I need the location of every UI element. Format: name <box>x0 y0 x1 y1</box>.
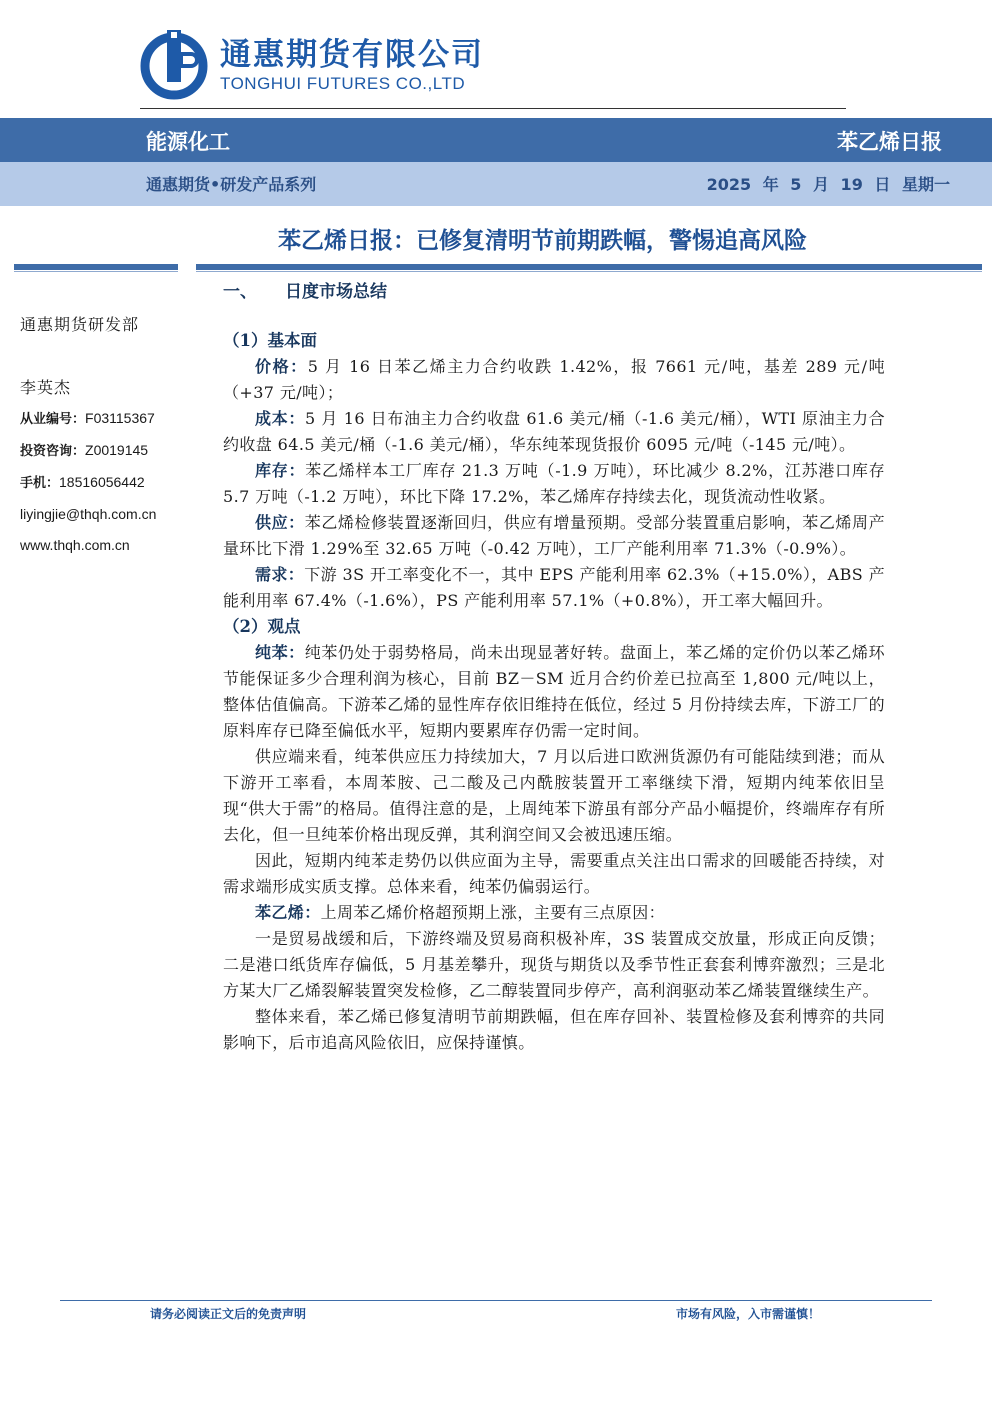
author-name: 李英杰 <box>20 378 72 397</box>
section-title: 日度市场总结 <box>285 282 387 302</box>
paragraph-styrene-conclusion: 整体来看，苯乙烯已修复清明节前期跌幅，但在库存回补、装置检修及套利博弈的共同影响下，后市追高风险依旧，应保持谨慎。 <box>223 1007 885 1052</box>
title-divider-left-thin <box>14 271 178 272</box>
license-label: 从业编号： <box>20 412 86 427</box>
series-label: 通惠期货•研发产品系列 <box>146 175 317 194</box>
paragraph-price <box>223 354 885 406</box>
email-link[interactable]: liyingjie@thqh.com.cn <box>20 506 157 522</box>
paragraph-supply <box>223 510 885 562</box>
author-sidebar <box>20 312 190 556</box>
date-text: 2025 年 5 月 19 日 <box>706 175 891 194</box>
text-styrene: 上周苯乙烯价格超预期上涨，主要有三点原因： <box>320 903 666 922</box>
keyword-price: 价格： <box>255 357 308 376</box>
department-name: 通惠期货研发部 <box>20 315 140 334</box>
paragraph-benzene-supply: 供应端来看，纯苯供应压力持续加大，7 月以后进口欧洲货源仍有可能陆续到港；而从下游开工率看，本周苯胺、己二酸及己内酰胺装置开工率继续下滑，短期内纯苯依旧呈现“供大于需”的格局。值得注意的是，上周纯苯下游虽有部分产品小幅提价，终端库存有所去化，但一旦纯苯价格出现反弹，其利润空间又会被迅速压缩。 <box>223 747 885 844</box>
keyword-supply: 供应： <box>255 513 305 532</box>
text-price: 5 月 16 日苯乙烯主力合约收跌 1.42%，报 7661 元/吨，基差 289 元/吨（+37 元/吨）； <box>223 357 885 402</box>
main-content <box>223 282 885 1056</box>
header-divider <box>140 108 846 109</box>
subsection-fundamentals: （1）基本面 <box>223 331 317 350</box>
phone-label: 手机： <box>20 476 60 491</box>
keyword-benzene: 纯苯： <box>255 643 305 662</box>
paragraph-benzene-conclusion: 因此，短期内纯苯走势仍以供应面为主导，需要重点关注出口需求的回暖能否持续，对需求端形成实质支撑。总体来看，纯苯仍偏弱运行。 <box>223 851 885 896</box>
sector-label: 能源化工 <box>146 130 230 154</box>
consult-label: 投资咨询： <box>20 444 86 459</box>
report-date <box>707 172 950 195</box>
keyword-cost: 成本： <box>255 409 305 428</box>
text-benzene: 纯苯仍处于弱势格局，尚未出现显著好转。盘面上，苯乙烯的定价仍以苯乙烯环节能保证多少合理利润为核心，目前 BZ－SM 近月合约价差已拉高至 1,800 元/吨以上，整体估值偏高。下游苯乙烯的显性库存依旧维持在低位，经过 5 月份持续去库，下游工厂的原料库存已降至偏低水平，短期内要累库存仍需一定时间。 <box>223 643 885 740</box>
paragraph-demand <box>223 562 885 614</box>
consult-value: Z0019145 <box>85 442 149 458</box>
title-divider-right <box>196 264 982 270</box>
keyword-inventory: 库存： <box>255 461 306 480</box>
phone-value: 18516056442 <box>59 474 145 490</box>
section-number: 一、 <box>223 282 257 302</box>
phone-number <box>20 472 190 494</box>
license-number <box>20 408 190 430</box>
paragraph-benzene <box>223 640 885 744</box>
paragraph-inventory <box>223 458 885 510</box>
text-inventory: 苯乙烯样本工厂库存 21.3 万吨（-1.9 万吨），环比减少 8.2%，江苏港口库存 5.7 万吨（-1.2 万吨），环比下降 17.2%，苯乙烯库存持续去化，现货流动性收紧。 <box>223 461 886 506</box>
section-heading <box>223 282 885 328</box>
text-cost: 5 月 16 日布油主力合约收盘 61.6 美元/桶（-1.6 美元/桶），WTI 原油主力合约收盘 64.5 美元/桶（-1.6 美元/桶），华东纯苯现货报价 6095 元/吨（-145 元/吨）。 <box>223 409 886 454</box>
logo-text <box>220 37 484 95</box>
license-value: F03115367 <box>85 410 155 426</box>
company-logo-icon <box>138 30 210 102</box>
text-supply: 苯乙烯检修装置逐渐回归，供应有增量预期。受部分装置重启影响，苯乙烯周产量环比下滑 1.29%至 32.65 万吨（-0.42 万吨），工厂产能利用率 71.3%（-0.9%）。 <box>223 513 885 558</box>
footer-risk-warning: 市场有风险，入市需谨慎！ <box>675 1307 820 1321</box>
title-divider-left <box>14 264 178 270</box>
paragraph-cost <box>223 406 885 458</box>
keyword-styrene: 苯乙烯： <box>255 903 321 922</box>
website-link[interactable]: www.thqh.com.cn <box>20 537 130 553</box>
weekday-text: 星期一 <box>901 175 950 194</box>
banner-top <box>0 118 992 162</box>
title-divider-right-thin <box>196 271 982 272</box>
report-type-label: 苯乙烯日报 <box>837 130 942 154</box>
subsection-views: （2）观点 <box>223 617 301 636</box>
footer-disclaimer: 请务必阅读正文后的免责声明 <box>150 1307 307 1321</box>
company-name-en: TONGHUI FUTURES CO.,LTD <box>220 74 466 93</box>
keyword-demand: 需求： <box>255 565 305 584</box>
banner-bottom <box>0 162 992 206</box>
company-name-cn: 通惠期货有限公司 <box>220 37 484 73</box>
paragraph-styrene <box>223 900 885 926</box>
company-logo <box>138 30 484 102</box>
paragraph-styrene-reasons: 一是贸易战缓和后，下游终端及贸易商积极补库，3S 装置成交放量，形成正向反馈；二是港口纸货库存偏低，5 月基差攀升，现货与期货以及季节性正套套利博弈激烈；三是北方某大厂乙烯裂解装置突发检修，乙二醇装置同步停产，高利润驱动苯乙烯装置继续生产。 <box>223 929 885 1000</box>
consult-number <box>20 440 190 462</box>
report-title: 苯乙烯日报：已修复清明节前期跌幅，警惕追高风险 <box>278 228 807 254</box>
footer-divider <box>60 1300 932 1301</box>
text-demand: 下游 3S 开工率变化不一，其中 EPS 产能利用率 62.3%（+15.0%），ABS 产能利用率 67.4%（-1.6%），PS 产能利用率 57.1%（+0.8%），开工率大幅回升。 <box>223 565 886 610</box>
